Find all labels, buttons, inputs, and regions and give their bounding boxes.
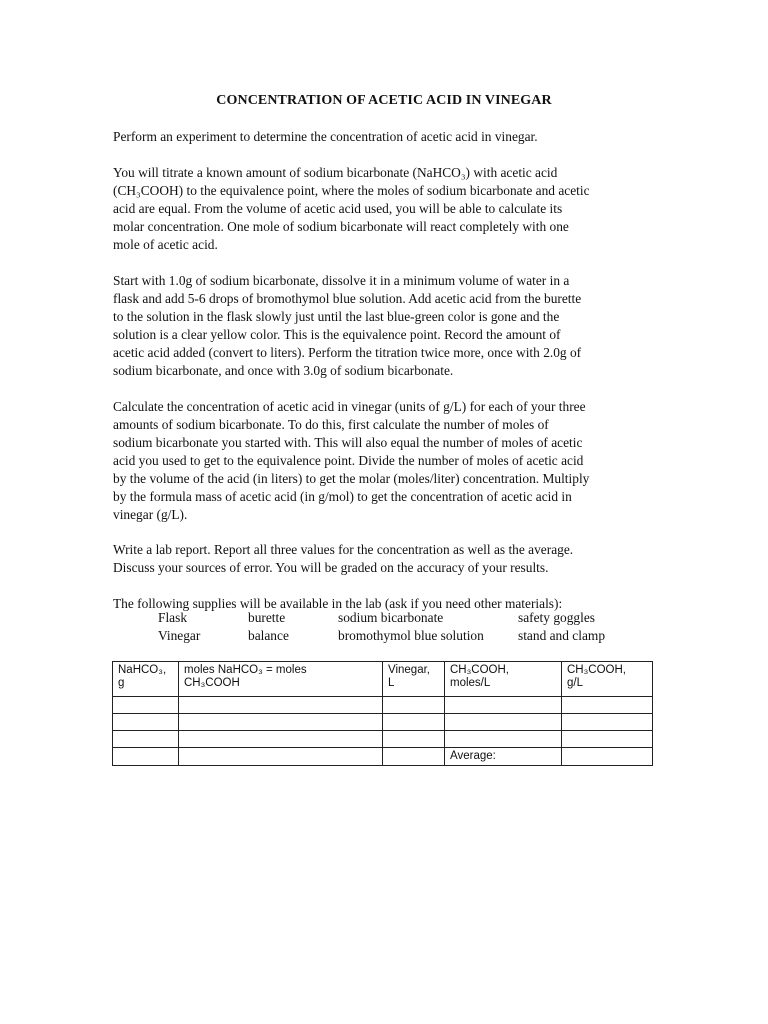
header-cell-nahco3-g: NaHCO₃, g [113, 662, 179, 697]
table-cell [383, 697, 445, 714]
text-line: (CH₃COOH) to the equivalence point, where the moles of sodium bicarbonate and acetic [113, 183, 590, 198]
table-cell [179, 714, 383, 731]
paragraph-calculation [113, 398, 653, 524]
supplies-intro: The following supplies will be available in the lab (ask if you need other materials): [113, 596, 563, 611]
table-cell [445, 697, 562, 714]
supply-item: bromothymol blue solution [338, 628, 484, 643]
table-cell [383, 714, 445, 731]
table-cell [113, 697, 179, 714]
text-line: You will titrate a known amount of sodium bicarbonate (NaHCO₃) with acetic acid [113, 165, 558, 180]
header-cell-concentration: CH₃COOH, g/L [562, 662, 653, 697]
table-cell [179, 731, 383, 748]
supply-item: burette [248, 610, 286, 625]
text-line: by the volume of the acid (in liters) to get the molar (moles/liter) concentration. Multiply [113, 471, 590, 486]
table-cell [562, 697, 653, 714]
table-cell [562, 748, 653, 766]
header-cell-vinegar-l: Vinegar, L [383, 662, 445, 697]
table-row [113, 714, 653, 731]
table-cell [445, 714, 562, 731]
text-line: sodium bicarbonate you started with. This will also equal the number of moles of acetic [113, 435, 583, 450]
text-line: solution is a clear yellow color. This is the equivalence point. Record the amount of [113, 327, 561, 342]
text-line: Write a lab report. Report all three values for the concentration as well as the average. [113, 542, 574, 557]
header-cell-molarity: CH₃COOH, moles/L [445, 662, 562, 697]
text-line: by the formula mass of acetic acid (in g/mol) to get the concentration of acetic acid in [113, 489, 572, 504]
paragraph-procedure [113, 272, 653, 380]
table-row-average [113, 748, 653, 766]
paragraph-titration-overview [113, 164, 653, 254]
intro-paragraph: Perform an experiment to determine the concentration of acetic acid in vinegar. [113, 129, 538, 144]
table-cell [562, 714, 653, 731]
table-cell [113, 714, 179, 731]
table-cell [383, 748, 445, 766]
text-line: Discuss your sources of error. You will be graded on the accuracy of your results. [113, 560, 549, 575]
supply-item: stand and clamp [518, 628, 606, 643]
paragraph-lab-report [113, 541, 653, 577]
table-cell [383, 731, 445, 748]
text-line: to the solution in the flask slowly just until the last blue-green color is gone and the [113, 309, 560, 324]
supply-item: Flask [158, 610, 188, 625]
text-line: molar concentration. One mole of sodium bicarbonate will react completely with one [113, 219, 569, 234]
table-cell [179, 748, 383, 766]
text-line: mole of acetic acid. [113, 237, 218, 252]
table-cell [113, 731, 179, 748]
text-line: vinegar (g/L). [113, 507, 188, 522]
text-line: amounts of sodium bicarbonate. To do this, first calculate the number of moles of [113, 417, 549, 432]
text-line: acid are equal. From the volume of acetic acid used, you will be able to calculate its [113, 201, 563, 216]
table-row [113, 697, 653, 714]
table-cell [179, 697, 383, 714]
table-cell [562, 731, 653, 748]
supply-item: balance [248, 628, 289, 643]
table-cell [445, 731, 562, 748]
supply-item: sodium bicarbonate [338, 610, 444, 625]
header-cell-moles: moles NaHCO₃ = moles CH₃COOH [179, 662, 383, 697]
text-line: Start with 1.0g of sodium bicarbonate, dissolve it in a minimum volume of water in a [113, 273, 570, 288]
supply-item: Vinegar [158, 628, 201, 643]
text-line: Calculate the concentration of acetic acid in vinegar (units of g/L) for each of your three [113, 399, 586, 414]
table-cell [113, 748, 179, 766]
results-table [112, 661, 653, 766]
text-line: flask and add 5-6 drops of bromothymol blue solution. Add acetic acid from the burette [113, 291, 582, 306]
text-line: acetic acid added (convert to liters). Perform the titration twice more, once with 2.0g of [113, 345, 582, 360]
page-title: CONCENTRATION OF ACETIC ACID IN VINEGAR [216, 93, 552, 108]
text-line: acid you used to get to the equivalence point. Divide the number of moles of acetic acid [113, 453, 584, 468]
supply-item: safety goggles [518, 610, 595, 625]
text-line: sodium bicarbonate, and once with 3.0g of sodium bicarbonate. [113, 363, 454, 378]
table-header-row [113, 662, 653, 697]
average-label: Average: [445, 748, 562, 766]
table-row [113, 731, 653, 748]
